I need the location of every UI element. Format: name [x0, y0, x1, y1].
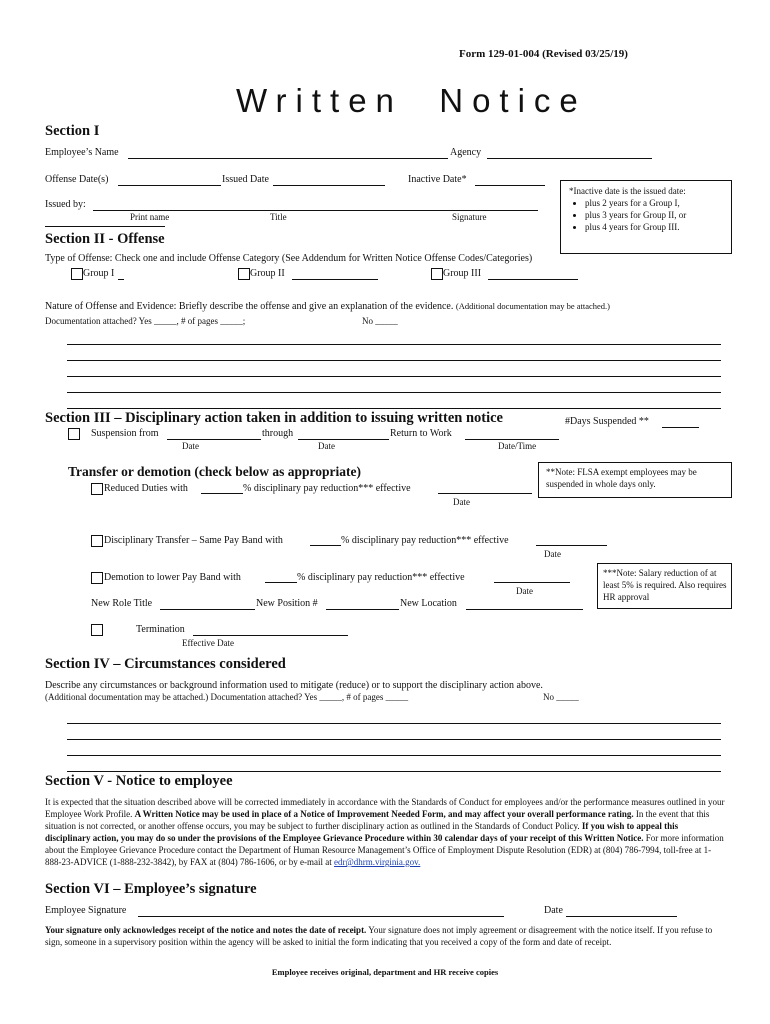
days-suspended-label: #Days Suspended **	[565, 416, 649, 427]
edr-email-link[interactable]: edr@dhrm.virginia.gov.	[334, 857, 421, 867]
section-5-heading: Section V - Notice to employee	[45, 773, 233, 789]
group1-checkbox[interactable]	[71, 268, 83, 280]
return-to-work-field[interactable]	[465, 439, 559, 440]
transfer-effective-field[interactable]	[536, 545, 607, 546]
notice-paragraph	[45, 796, 725, 868]
nature-line[interactable]	[67, 344, 721, 345]
distribution-footer: Employee receives original, department and HR receive copies	[271, 967, 499, 977]
date-time-caption: Date/Time	[498, 441, 537, 451]
reduced-duties-percent-field[interactable]	[201, 493, 243, 494]
nature-line[interactable]	[67, 408, 721, 409]
new-location-label: New Location	[400, 598, 457, 609]
suspension-from-label: Suspension from	[91, 428, 159, 439]
reduced-duties-label: Reduced Duties with	[104, 483, 188, 494]
section-4-heading: Section IV – Circumstances considered	[45, 656, 286, 672]
new-position-field[interactable]	[326, 609, 399, 610]
date-caption: Date	[516, 586, 533, 596]
date-caption: Date	[182, 441, 199, 451]
salary-note-text: ***Note: Salary reduction of at least 5% is required. Also requires HR approval	[603, 568, 727, 602]
page-title: Written Notice	[236, 82, 587, 119]
return-to-work-label: Return to Work	[390, 428, 452, 439]
suspension-from-field[interactable]	[167, 439, 261, 440]
section-2-heading: Section II - Offense	[45, 231, 165, 247]
inactive-date-label: Inactive Date*	[408, 174, 467, 185]
signature-date-label: Date	[544, 905, 563, 916]
group3-label: Group III	[443, 268, 482, 279]
employee-signature-label: Employee Signature	[45, 905, 127, 916]
ack-text: Your signature does not imply agreement or disagreement with the notice itself. If you refuse to sign, someone in a supervisory position within the agency will be asked to initial the form indicating that you received a copy of the form and date of receipt.	[45, 925, 713, 947]
acknowledgement-paragraph	[45, 924, 725, 948]
group1-field[interactable]	[118, 279, 124, 280]
transfer-percent-field[interactable]	[310, 545, 341, 546]
new-position-label: New Position #	[256, 598, 318, 609]
circumstances-line[interactable]	[67, 771, 721, 772]
signature-caption: Signature	[452, 212, 487, 222]
nature-line[interactable]	[67, 392, 721, 393]
nature-text: Nature of Offense and Evidence: Briefly describe the offense and give an explanation of the evidence.	[45, 301, 454, 312]
demotion-effective-field[interactable]	[494, 582, 570, 583]
demotion-label: Demotion to lower Pay Band with	[104, 572, 241, 583]
section-6-heading: Section VI – Employee’s signature	[45, 881, 257, 897]
inactive-note-item: • plus 3 years for Group II, or	[585, 209, 731, 221]
offense-type-text: Type of Offense: Check one and include Offense Category (See Addendum for Written Notice Offense Codes/Categories)	[45, 253, 533, 264]
effective-date-caption: Effective Date	[182, 638, 235, 648]
disciplinary-transfer-checkbox[interactable]	[91, 535, 103, 547]
circumstances-line[interactable]	[67, 755, 721, 756]
agency-label: Agency	[450, 147, 482, 158]
issued-by-field[interactable]	[93, 210, 538, 211]
group2-checkbox[interactable]	[238, 268, 250, 280]
circumstances-text: Describe any circumstances or background information used to mitigate (reduce) or to support the disciplinary action above.	[45, 680, 543, 691]
demotion-checkbox[interactable]	[91, 572, 103, 584]
new-location-field[interactable]	[466, 609, 583, 610]
new-role-title-field[interactable]	[160, 609, 255, 610]
nature-line[interactable]	[67, 360, 721, 361]
inactive-note-title: *Inactive date is the issued date:	[569, 186, 686, 196]
pay-reduction-label: % disciplinary pay reduction*** effective	[297, 572, 465, 583]
termination-label: Termination	[136, 624, 185, 635]
offense-dates-field[interactable]	[118, 185, 221, 186]
notice-text: In the event that this situation is not corrected, or another offense occurs, you may be subject to further disciplinary action as outlined in the Standards of Conduct Policy.	[45, 809, 710, 831]
inactive-note-item: • plus 4 years for Group III.	[585, 221, 731, 233]
suspension-checkbox[interactable]	[68, 428, 80, 440]
nature-note: (Additional documentation may be attached.)	[455, 301, 610, 311]
flsa-note	[538, 462, 732, 498]
print-name-caption: Print name	[130, 212, 170, 222]
notice-text: For more information about the Employee Grievance Procedure contact the Department of Human Resource Management’s Office of Employment Dispute Resolution (EDR) at (804) 786-7994, toll-free at 1-888-23-ADVICE (1-888-232-3842), by FAX at (804) 786-1606, or by e-mail at	[45, 833, 724, 867]
group2-label: Group II	[250, 268, 285, 279]
pay-reduction-label: % disciplinary pay reduction*** effective	[341, 535, 509, 546]
issued-by-label: Issued by:	[45, 199, 86, 210]
through-field[interactable]	[298, 439, 389, 440]
salary-note	[597, 563, 732, 609]
issued-by-extra-line[interactable]	[45, 226, 165, 227]
flsa-note-text: **Note: FLSA exempt employees may be suspended in whole days only.	[546, 467, 697, 489]
circumstances-line[interactable]	[67, 723, 721, 724]
date-caption: Date	[544, 549, 561, 559]
reduced-duties-effective-field[interactable]	[438, 493, 532, 494]
new-role-title-label: New Role Title	[91, 598, 153, 609]
disciplinary-transfer-label: Disciplinary Transfer – Same Pay Band with	[104, 535, 283, 546]
termination-checkbox[interactable]	[91, 624, 103, 636]
circumstances-doc-no: No _____	[543, 692, 579, 702]
pay-reduction-label: % disciplinary pay reduction*** effective	[243, 483, 411, 494]
section-1-heading: Section I	[45, 123, 100, 139]
notice-bold-text: A Written Notice may be used in place of a Notice of Improvement Needed Form, and may affect your overall performance rating.	[134, 809, 634, 819]
signature-date-field[interactable]	[566, 916, 677, 917]
issued-date-label: Issued Date	[222, 174, 269, 185]
reduced-duties-checkbox[interactable]	[91, 483, 103, 495]
title-caption: Title	[270, 212, 287, 222]
circumstances-line[interactable]	[67, 739, 721, 740]
demotion-percent-field[interactable]	[265, 582, 297, 583]
group1-label: Group I	[83, 268, 115, 279]
group2-field[interactable]	[292, 279, 378, 280]
inactive-date-field[interactable]	[475, 185, 545, 186]
inactive-note-item: • plus 2 years for a Group I,	[585, 197, 731, 209]
offense-dates-label: Offense Date(s)	[45, 174, 109, 185]
doc-attached-text: Documentation attached? Yes _____, # of pages _____;	[45, 316, 246, 326]
employee-name-field[interactable]	[128, 158, 448, 159]
issued-date-field[interactable]	[273, 185, 385, 186]
date-caption: Date	[318, 441, 335, 451]
employee-name-label: Employee’s Name	[45, 147, 119, 158]
notice-text: It is expected that the situation described above will be corrected immediately in accordance with the Standards of Conduct for employees and/or the performance measures outlined in your Employee Work Profile.	[45, 797, 725, 819]
group3-checkbox[interactable]	[431, 268, 443, 280]
days-suspended-field[interactable]	[662, 427, 699, 428]
notice-bold-text: If you wish to appeal this disciplinary action, you may do so under the provisions of the Employee Grievance Procedure within 30 calendar days of your receipt of this Written Notice.	[45, 821, 679, 843]
date-caption: Date	[453, 497, 470, 507]
termination-field[interactable]	[193, 635, 348, 636]
employee-signature-field[interactable]	[138, 916, 504, 917]
doc-no-text: No _____	[362, 316, 398, 326]
circumstances-doc-text: (Additional documentation may be attached.) Documentation attached? Yes _____, # of pages _____	[45, 692, 409, 702]
inactive-date-note	[560, 180, 732, 254]
agency-field[interactable]	[487, 158, 652, 159]
through-label: through	[262, 428, 294, 439]
form-number: Form 129-01-004 (Revised 03/25/19)	[459, 48, 628, 60]
transfer-heading: Transfer or demotion (check below as appropriate)	[68, 464, 361, 479]
ack-bold-text: Your signature only acknowledges receipt of the notice and notes the date of receipt.	[45, 925, 367, 935]
nature-of-offense-text	[45, 301, 610, 312]
section-3-heading: Section III – Disciplinary action taken in addition to issuing written notice	[45, 410, 503, 426]
group3-field[interactable]	[488, 279, 578, 280]
nature-line[interactable]	[67, 376, 721, 377]
